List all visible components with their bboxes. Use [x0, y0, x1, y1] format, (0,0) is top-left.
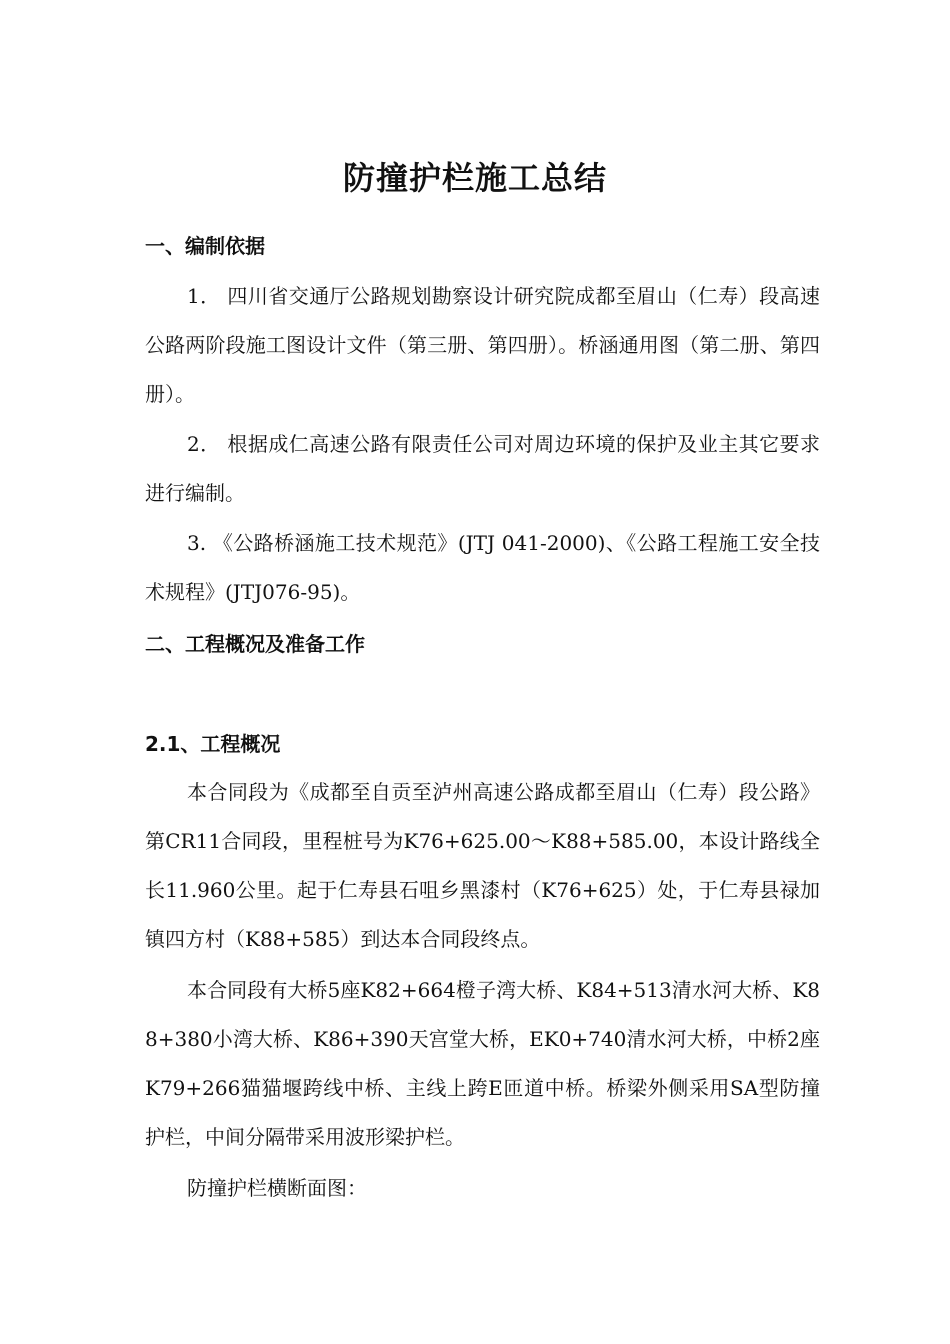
overview-paragraph-1: 本合同段为《成都至自贡至泸州高速公路成都至眉山（仁寿）段公路》第CR11合同段，里程桩号为K76+625.00～K88+585.00，本设计路线全长11.960公里。起于仁寿县石咀乡黑漆村（K76+625）处，于仁寿县禄加镇四方村（K88+585）到达本合同段终点。	[145, 780, 820, 951]
basis-item-3: 3. 《公路桥涵施工技术规范》(JTJ 041-2000)、《公路工程施工安全技术规程》(JTJ076-95)。	[145, 531, 820, 604]
subsection-heading-overview: 2.1、工程概况	[145, 732, 281, 756]
basis-item-2: 2． 根据成仁高速公路有限责任公司对周边环境的保护及业主其它要求进行编制。	[145, 432, 820, 505]
basis-item-1: 1． 四川省交通厅公路规划勘察设计研究院成都至眉山（仁寿）段高速公路两阶段施工图设计文件（第三册、第四册）。桥涵通用图（第二册、第四册）。	[145, 284, 820, 406]
section-heading-basis: 一、编制依据	[145, 234, 265, 258]
cross-section-caption: 防撞护栏横断面图：	[187, 1176, 367, 1200]
section-heading-overview: 二、工程概况及准备工作	[145, 632, 365, 656]
overview-paragraph-2: 本合同段有大桥5座K82+664橙子湾大桥、K84+513清水河大桥、K88+380小湾大桥、K86+390天宫堂大桥，EK0+740清水河大桥，中桥2座K79+266猫猫堰跨线中桥、主线上跨E匝道中桥。桥梁外侧采用SA型防撞护栏，中间分隔带采用波形梁护栏。	[145, 978, 820, 1149]
document-title: 防撞护栏施工总结	[342, 159, 607, 197]
